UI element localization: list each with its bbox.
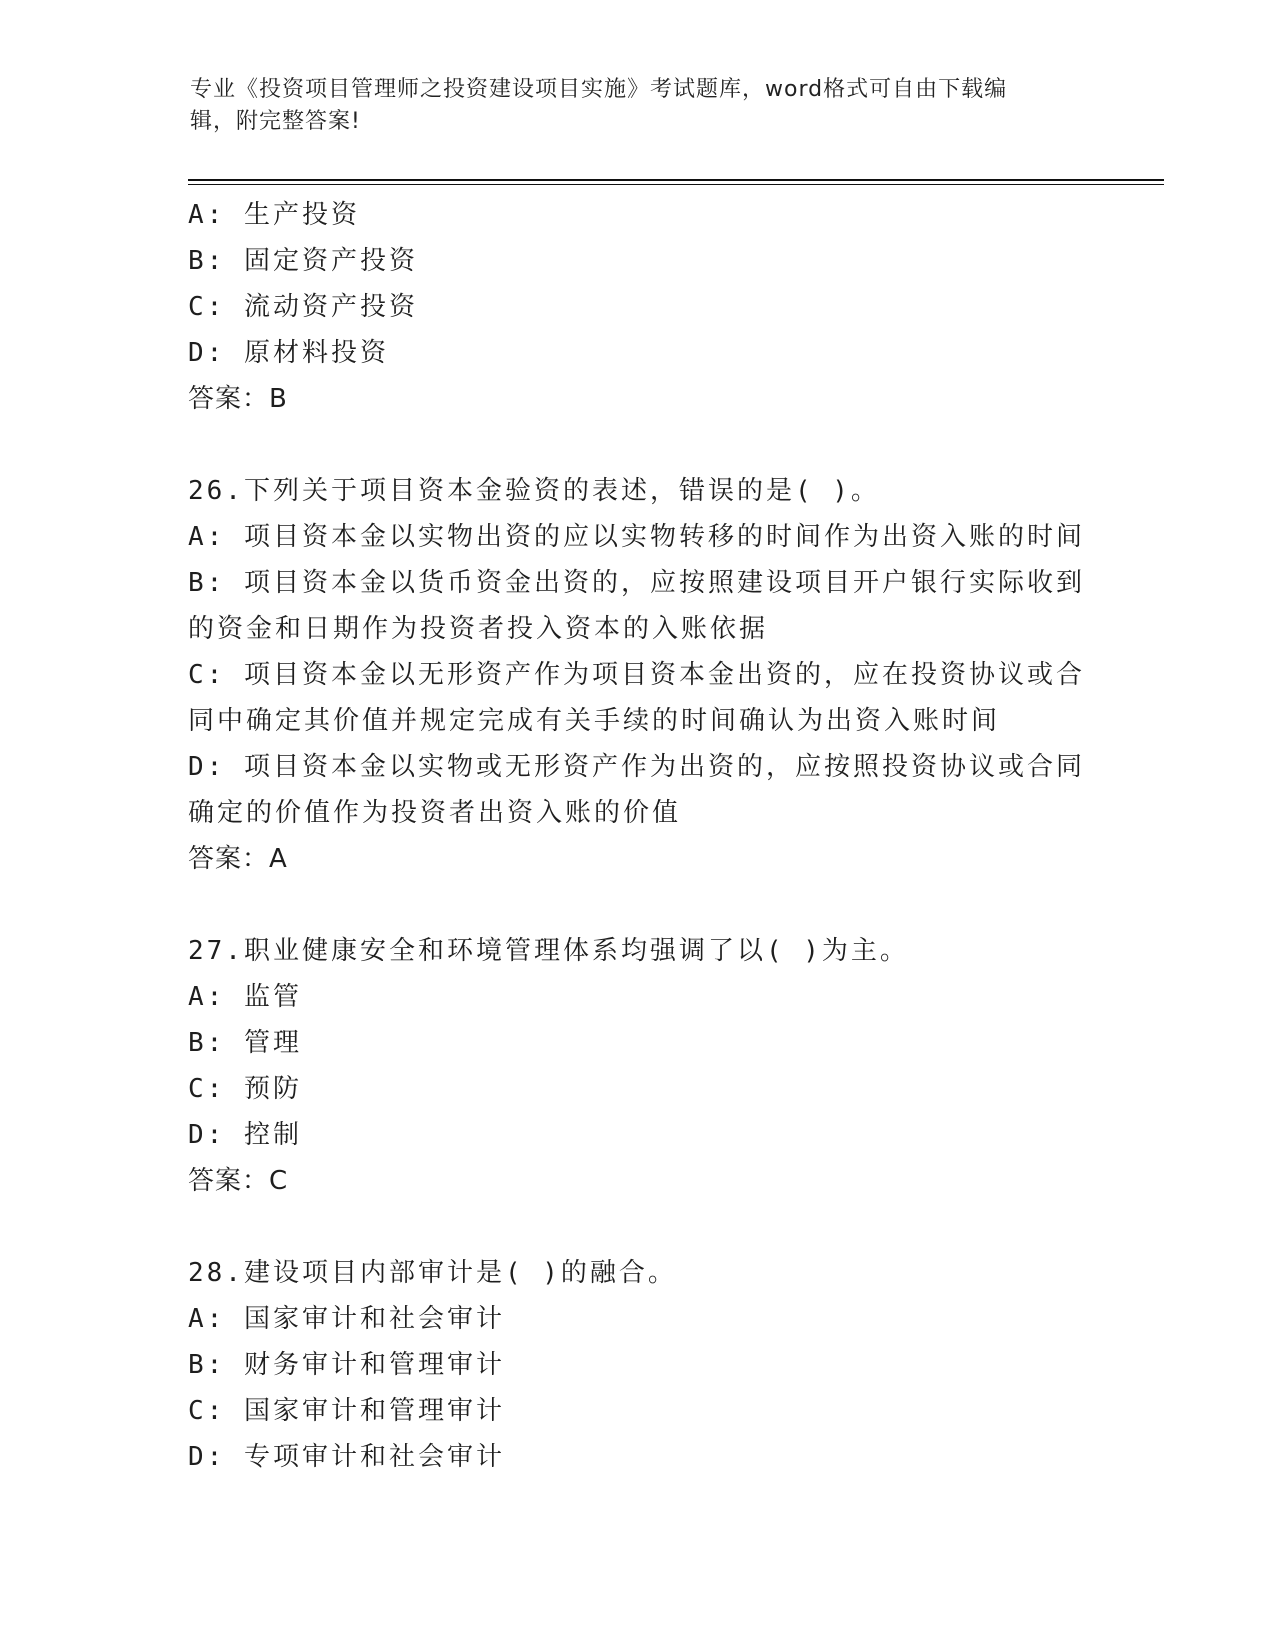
q28-option-d: D: 专项审计和社会审计 [188, 1442, 505, 1472]
document-header [190, 74, 1080, 138]
q26-option-b-line1: B: 项目资本金以货币资金出资的，应按照建设项目开户银行实际收到 [188, 568, 1085, 598]
q27-option-d: D: 控制 [188, 1120, 302, 1150]
q25-option-d: D: 原材料投资 [188, 338, 389, 368]
q25-option-c: C: 流动资产投资 [188, 292, 418, 322]
q27-option-b: B: 管理 [188, 1028, 302, 1058]
q26-option-a: A: 项目资本金以实物出资的应以实物转移的时间作为出资入账的时间 [188, 522, 1085, 552]
spacer [188, 882, 1088, 928]
q27-option-c: C: 预防 [188, 1074, 302, 1104]
q28-option-a: A: 国家审计和社会审计 [188, 1304, 505, 1334]
question-content [188, 192, 1088, 1480]
q25-option-b: B: 固定资产投资 [188, 246, 418, 276]
q26-answer: 答案：A [188, 844, 288, 874]
q28-option-c: C: 国家审计和管理审计 [188, 1396, 505, 1426]
q27-option-a: A: 监管 [188, 982, 302, 1012]
q27-question: 27.职业健康安全和环境管理体系均强调了以( )为主。 [188, 936, 909, 966]
q26-question: 26.下列关于项目资本金验资的表述，错误的是( )。 [188, 476, 880, 506]
q26-option-c-line1: C: 项目资本金以无形资产作为项目资本金出资的，应在投资协议或合 [188, 660, 1085, 690]
q25-answer: 答案：B [188, 384, 288, 414]
header-divider-thin [188, 184, 1164, 185]
q27-answer: 答案：C [188, 1166, 289, 1196]
q28-question: 28.建设项目内部审计是( )的融合。 [188, 1258, 677, 1288]
q26-option-b-line2: 的资金和日期作为投资者投入资本的入账依据 [188, 614, 769, 644]
q25-option-a: A: 生产投资 [188, 200, 360, 230]
q26-option-d-line2: 确定的价值作为投资者出资入账的价值 [188, 798, 682, 828]
q26-option-c-line2: 同中确定其价值并规定完成有关手续的时间确认为出资入账时间 [188, 706, 1001, 736]
q28-option-b: B: 财务审计和管理审计 [188, 1350, 505, 1380]
header-line-1: 专业《投资项目管理师之投资建设项目实施》考试题库，word格式可自由下载编 [190, 77, 1008, 102]
header-line-2: 辑，附完整答案! [190, 109, 361, 134]
q26-option-d-line1: D: 项目资本金以实物或无形资产作为出资的，应按照投资协议或合同 [188, 752, 1085, 782]
spacer [188, 422, 1088, 468]
spacer [188, 1204, 1088, 1250]
header-divider-thick [188, 179, 1164, 181]
